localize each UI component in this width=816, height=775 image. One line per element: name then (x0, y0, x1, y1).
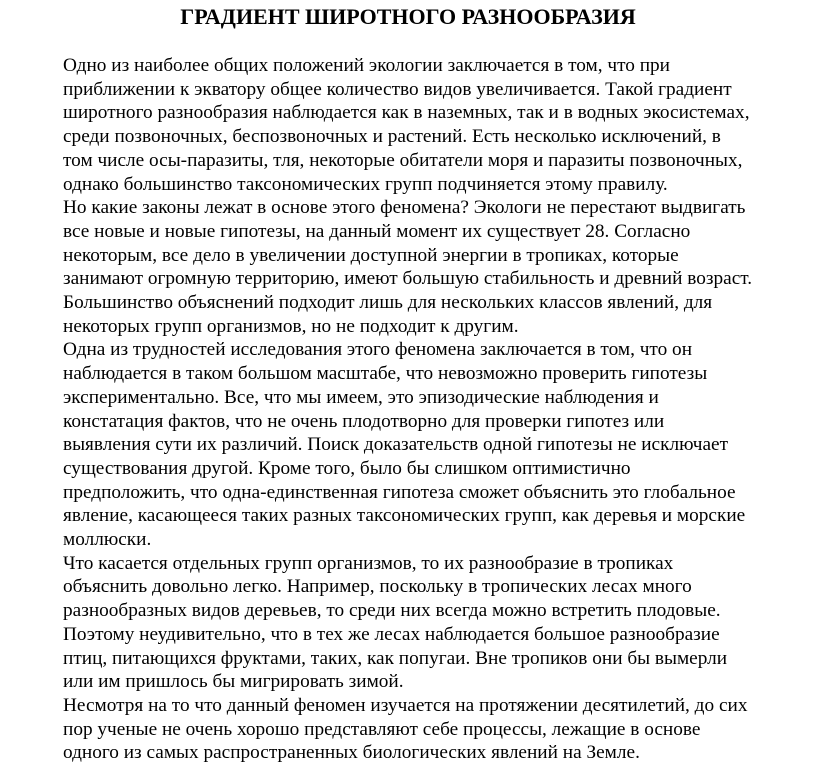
text-line: птиц, питающихся фруктами, таких, как попугаи. Вне тропиков они бы вымерли (63, 647, 728, 669)
paragraph-1 (63, 54, 816, 196)
text-line: экспериментально. Все, что мы имеем, это эпизодические наблюдения и (63, 386, 659, 408)
paragraph-5 (63, 694, 816, 765)
text-line: существования другой. Кроме того, было бы слишком оптимистично (63, 457, 631, 479)
text-line: Несмотря на то что данный феномен изучается на протяжении десятилетий, до сих (63, 694, 748, 716)
text-line: моллюски. (63, 529, 152, 551)
text-line: разнообразных видов деревьев, то среди них всегда можно встретить плодовые. (63, 600, 721, 622)
paragraph-2 (63, 196, 816, 338)
text-line: наблюдается в таком большом масштабе, что невозможно проверить гипотезы (63, 363, 708, 385)
text-line: или им пришлось бы мигрировать зимой. (63, 671, 404, 693)
document-title: ГРАДИЕНТ ШИРОТНОГО РАЗНООБРАЗИЯ (180, 4, 636, 29)
text-line: выявления сути их различий. Поиск доказательств одной гипотезы не исключает (63, 434, 729, 456)
paragraph-3 (63, 338, 816, 551)
text-line: констатация фактов, что не очень плодотворно для проверки гипотез или (63, 410, 665, 432)
text-line: приближении к экватору общее количество видов увеличивается. Такой градиент (63, 78, 732, 100)
text-line: предположить, что одна-единственная гипотеза сможет объяснить это глобальное (63, 481, 736, 503)
text-line: занимают огромную территорию, имеют большую стабильность и древний возраст. (63, 268, 753, 290)
text-line: среди позвоночных, беспозвоночных и растений. Есть несколько исключений, в (63, 126, 721, 148)
text-line: Но какие законы лежат в основе этого феномена? Экологи не перестают выдвигать (63, 197, 746, 219)
text-line: все новые и новые гипотезы, на данный момент их существует 28. Согласно (63, 220, 691, 242)
text-line: широтного разнообразия наблюдается как в наземных, так и в водных экосистемах, (63, 102, 750, 124)
text-line: объяснить довольно легко. Например, поскольку в тропических лесах много (63, 576, 692, 598)
paragraph-4 (63, 552, 816, 694)
text-line: явление, касающееся таких разных таксономических групп, как деревья и морские (63, 505, 746, 527)
text-line: некоторым, все дело в увеличении доступной энергии в тропиках, которые (63, 244, 679, 266)
text-line: однако большинство таксономических групп подчиняется этому правилу. (63, 173, 668, 195)
text-line: пор ученые не очень хорошо представляют себе процессы, лежащие в основе (63, 718, 701, 740)
text-line: Поэтому неудивительно, что в тех же лесах наблюдается большое разнообразие (63, 623, 720, 645)
text-line: Что касается отдельных групп организмов, то их разнообразие в тропиках (63, 552, 674, 574)
text-line: одного из самых распространенных биологических явлений на Земле. (63, 742, 640, 764)
text-line: Большинство объяснений подходит лишь для нескольких классов явлений, для (63, 292, 713, 314)
text-line: том числе осы-паразиты, тля, некоторые обитатели моря и паразиты позвоночных, (63, 149, 743, 171)
document-body (63, 54, 816, 765)
text-line: некоторых групп организмов, но не подходит к другим. (63, 315, 519, 337)
text-line: Одна из трудностей исследования этого феномена заключается в том, что он (63, 339, 693, 361)
text-line: Одно из наиболее общих положений экологии заключается в том, что при (63, 55, 670, 76)
